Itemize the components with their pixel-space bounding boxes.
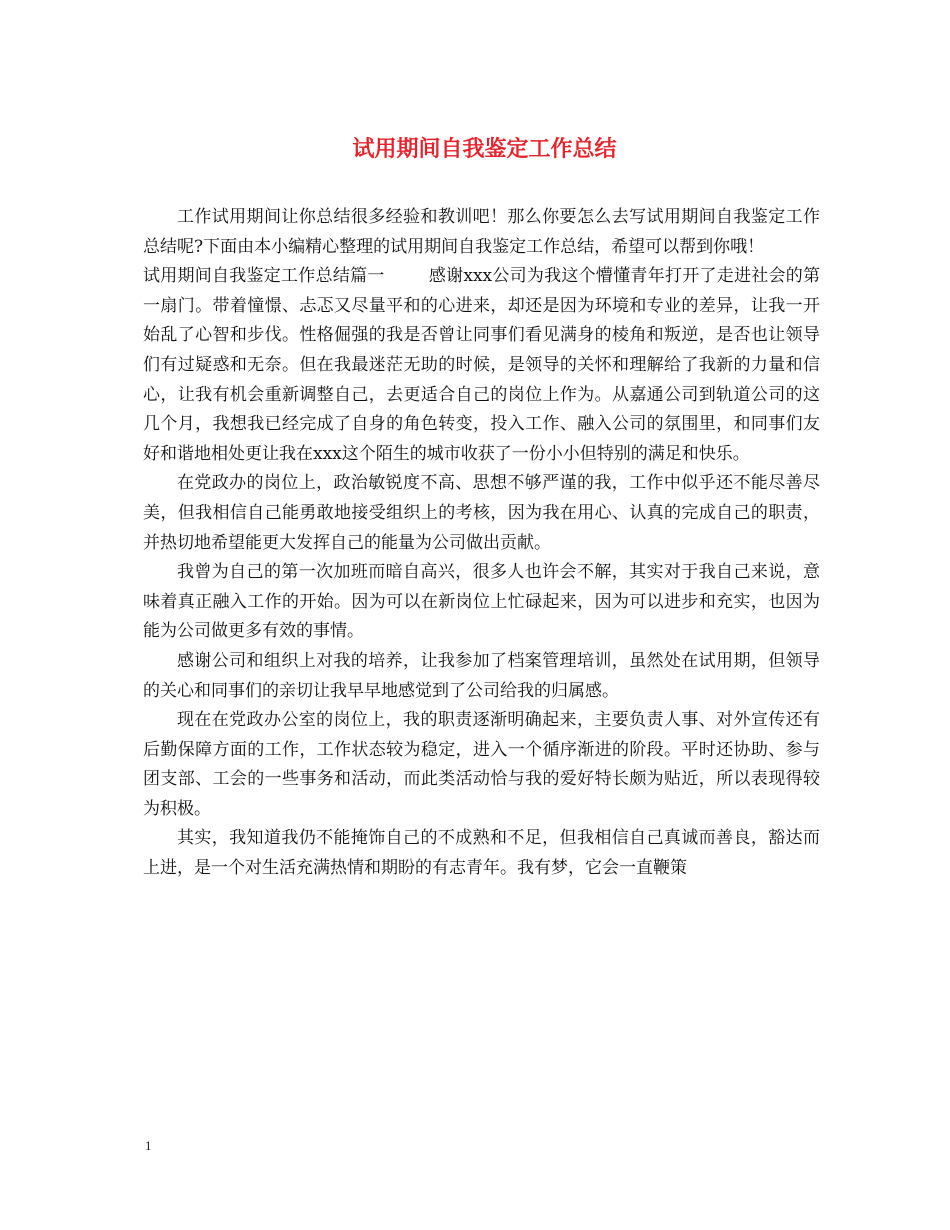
section-first-text: 感谢xxx公司为我这个懵懂青年打开了走进社会的第一扇门。带着憧憬、忐忑又尽量平和的心进来，却还是因为环境和专业的差异，让我一开始乱了心智和步伐。性格倔强的我是否曾让同事们看见满身的棱角和叛逆，是否也让领导们有过疑惑和无奈。但在我最迷茫无助的时候，是领导的关怀和理解给了我新的力量和信心，让我有机会重新调整自己，去更适合自己的岗位上作为。从嘉通公司到轨道公司的这几个月，我想我已经完成了自身的角色转变，投入工作、融入公司的氛围里，和同事们友好和谐地相处更让我在xxx这个陌生的城市收获了一份小小但特别的满足和快乐。 [143,266,820,464]
body-paragraph: 在党政办的岗位上，政治敏锐度不高、思想不够严谨的我，工作中似乎还不能尽善尽美，但我相信自己能勇敢地接受组织上的考核，因为我在用心、认真的完成自己的职责，并热切地希望能更大发挥自己的能量为公司做出贡献。 [143,473,820,553]
intro-paragraph: 工作试用期间让你总结很多经验和教训吧！那么你要怎么去写试用期间自我鉴定工作总结呢?下面由本小编精心整理的试用期间自我鉴定工作总结，希望可以帮到你哦！ [143,207,820,257]
body-paragraph: 我曾为自己的第一次加班而暗自高兴，很多人也许会不解，其实对于我自己来说，意味着真正融入工作的开始。因为可以在新岗位上忙碌起来，因为可以进步和充实，也因为能为公司做更多有效的事情。 [143,562,820,642]
document-title: 试用期间自我鉴定工作总结 [352,136,617,162]
body-paragraph: 感谢公司和组织上对我的培养，让我参加了档案管理培训，虽然处在试用期，但领导的关心和同事们的亲切让我早早地感觉到了公司给我的归属感。 [143,650,820,701]
body-paragraph: 现在在党政办公室的岗位上，我的职责逐渐明确起来，主要负责人事、对外宣传还有后勤保障方面的工作，工作状态较为稳定，进入一个循序渐进的阶段。平时还协助、参与团支部、工会的一些事务和活动，而此类活动恰与我的爱好特长颇为贴近，所以表现得较为积极。 [143,710,820,819]
document-body [143,203,820,884]
body-paragraph: 其实，我知道我仍不能掩饰自己的不成熟和不足，但我相信自己真诚而善良，豁达而上进，是一个对生活充满热情和期盼的有志青年。我有梦，它会一直鞭策 [143,828,820,879]
section-heading: 试用期间自我鉴定工作总结篇一 [143,266,385,287]
page-number: 1 [145,1138,152,1153]
section-one-paragraph [143,262,820,469]
